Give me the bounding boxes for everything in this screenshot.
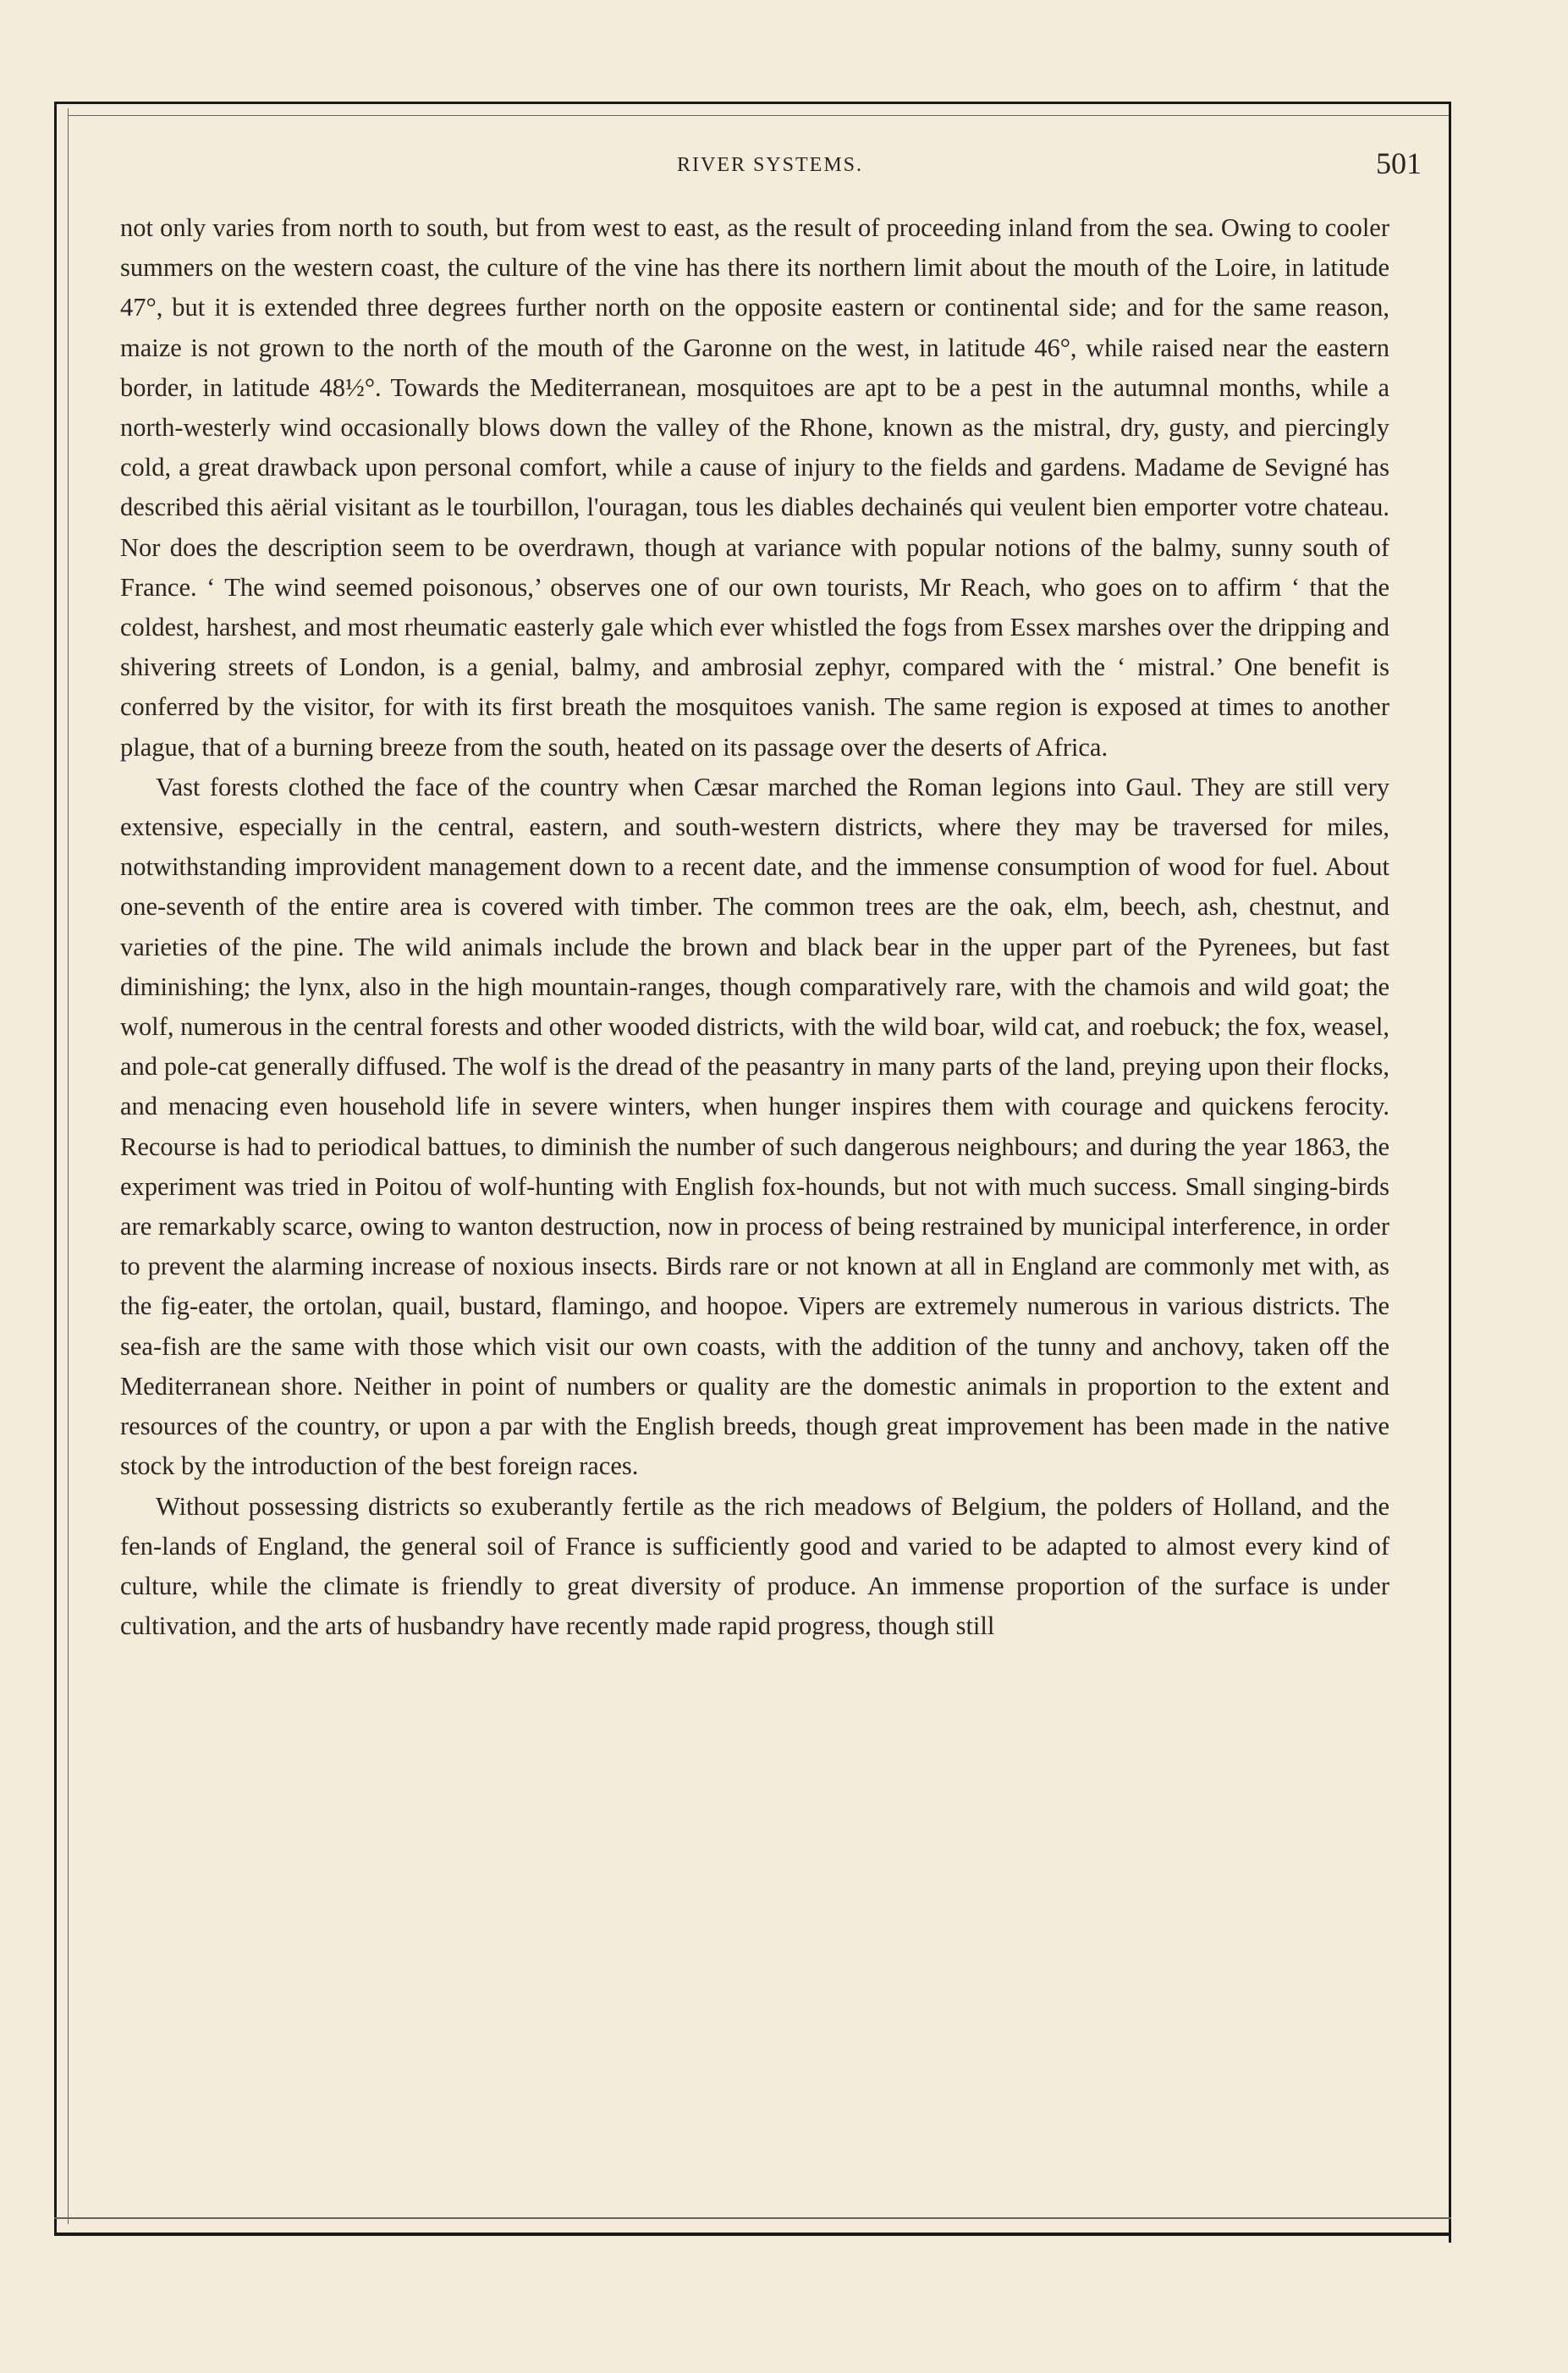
border-rule-top-inner (68, 115, 1449, 116)
border-rule-right (1449, 102, 1451, 2243)
page-number: 501 (1376, 146, 1422, 180)
border-rule-bottom-inner (54, 2217, 1451, 2219)
running-head: RIVER SYSTEMS. (676, 154, 864, 176)
border-rule-left-inner (68, 108, 69, 2224)
paragraph: Without possessing districts so exuberantly fertile as the rich meadows of Belgium, the polders of Holland, and the fen-lands of England, the general soil of France is sufficiently good and varied to be adapted to almost every kind of culture, while the climate is friendly to great diversity of produce. An immense proportion of the surface is under cultivation, and the arts of husbandry have recently made rapid progress, though still (120, 1491, 1389, 1641)
border-rule-top (54, 102, 1451, 104)
paragraph: Vast forests clothed the face of the country when Cæsar marched the Roman legions into Gaul. They are still very extensive, especially in the central, eastern, and south-western districts, where they may be traversed for miles, notwithstanding improvident management down to a recent date, and the immense consumption of wood for fuel. About one-seventh of the entire area is covered with timber. The common trees are the oak, elm, beech, ash, chestnut, and varieties of the pine. The wild animals include the brown and black bear in the upper part of the Pyrenees, but fast diminishing; the lynx, also in the high mountain-ranges, though comparatively rare, with the chamois and wild goat; the wolf, numerous in the central forests and other wooded districts, with the wild boar, wild cat, and roebuck; the fox, weasel, and pole-cat generally diffused. The wolf is the dread of the peasantry in many parts of the land, preying upon their flocks, and menacing even household life in severe winters, when hunger inspires them with courage and quickens ferocity. Recourse is had to periodical battues, to diminish the number of such dangerous neighbours; and during the year 1863, the experiment was tried in Poitou of wolf-hunting with English fox-hounds, but not with much success. Small singing-birds are remarkably scarce, owing to wanton destruction, now in process of being restrained by municipal interference, in order to prevent the alarming increase of noxious insects. Birds rare or not known at all in England are commonly met with, as the fig-eater, the ortolan, quail, bustard, flamingo, and hoopoe. Vipers are extremely numerous in various districts. The sea-fish are the same with those which visit our own coasts, with the addition of the tunny and anchovy, taken off the Mediterranean shore. Neither in point of numbers or quality are the domestic animals in proportion to the extent and resources of the country, or upon a par with the English breeds, though great improvement has been made in the native stock by the introduction of the best foreign races. (120, 772, 1389, 1481)
page-header (118, 146, 1422, 190)
border-rule-left (54, 102, 57, 2234)
border-rule-bottom (54, 2233, 1451, 2236)
body-text (120, 208, 1389, 1646)
paragraph: not only varies from north to south, but from west to east, as the result of proceeding inland from the sea. Owing to cooler summers on the western coast, the culture of the vine has there its northern limit about the mouth of the Loire, in latitude 47°, but it is extended three degrees further north on the opposite eastern or continental side; and for the same reason, maize is not grown to the north of the mouth of the Garonne on the west, in latitude 46°, while raised near the eastern border, in latitude 48½°. Towards the Mediterranean, mosquitoes are apt to be a pest in the autumnal months, while a north-westerly wind occasionally blows down the valley of the Rhone, known as the mistral, dry, gusty, and piercingly cold, a great drawback upon personal comfort, while a cause of injury to the fields and gardens. Madame de Sevigné has described this aërial visitant as le tourbillon, l'ouragan, tous les diables dechainés qui veulent bien emporter votre chateau. Nor does the description seem to be overdrawn, though at variance with popular notions of the balmy, sunny south of France. ‘ The wind seemed poisonous,’ observes one of our own tourists, Mr Reach, who goes on to affirm ‘ that the coldest, harshest, and most rheumatic easterly gale which ever whistled the fogs from Essex marshes over the dripping and shivering streets of London, is a genial, balmy, and ambrosial zephyr, compared with the ‘ mistral.’ One benefit is conferred by the visitor, for with its first breath the mosquitoes vanish. The same region is exposed at times to another plague, that of a burning breeze from the south, heated on its passage over the deserts of Africa. (120, 213, 1389, 762)
